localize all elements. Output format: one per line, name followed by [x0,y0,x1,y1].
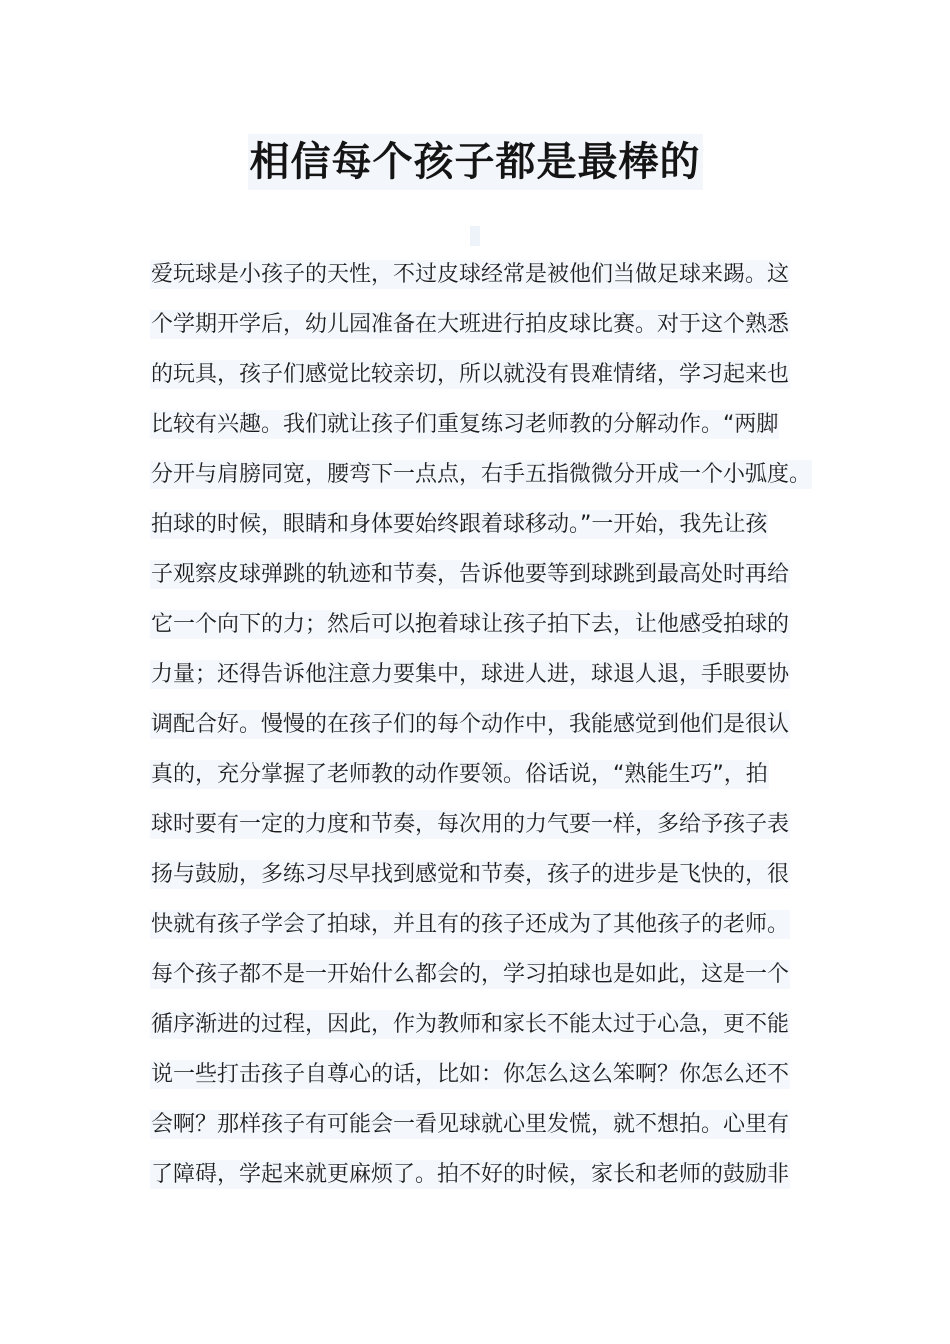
line-text: 拍球的时候，眼睛和身体要始终跟着球移动。”一开始，我先让孩 [151,512,768,537]
line-text: 会啊？那样孩子有可能会一看见球就心里发慌，就不想拍。心里有 [151,1112,790,1137]
paragraph-line [150,800,830,850]
line-text: 扬与鼓励，多练习尽早找到感觉和节奏，孩子的进步是飞快的，很 [151,862,790,887]
paragraph-line [150,950,830,1000]
paragraph-line [150,750,830,800]
paragraph-line [150,400,830,450]
paragraph-line [150,850,830,900]
paragraph-line [150,1100,830,1150]
document-title: 相信每个孩子都是最棒的 [248,134,703,190]
line-text: 循序渐进的过程，因此，作为教师和家长不能太过于心急，更不能 [151,1012,790,1037]
paragraph-line [150,300,830,350]
line-text: 分开与肩膀同宽，腰弯下一点点，右手五指微微分开成一个小弧度。 [151,462,812,487]
line-text: 球时要有一定的力度和节奏，每次用的力气要一样，多给予孩子表 [151,812,790,837]
paragraph-line [150,600,830,650]
line-text: 说一些打击孩子自尊心的话，比如：你怎么这么笨啊？你怎么还不 [151,1062,790,1087]
paragraph-line [150,650,830,700]
line-text: 子观察皮球弹跳的轨迹和节奏，告诉他要等到球跳到最高处时再给 [151,562,790,587]
line-text: 的玩具，孩子们感觉比较亲切，所以就没有畏难情绪，学习起来也 [151,362,790,387]
line-text: 个学期开学后，幼儿园准备在大班进行拍皮球比赛。对于这个熟悉 [151,312,790,337]
paragraph-line [150,900,830,950]
line-text: 每个孩子都不是一开始什么都会的，学习拍球也是如此，这是一个 [151,962,790,987]
line-text: 真的，充分掌握了老师教的动作要领。俗话说，“熟能生巧”，拍 [151,762,768,787]
line-text: 爱玩球是小孩子的天性，不过皮球经常是被他们当做足球来踢。这 [151,262,790,287]
paragraph-line [150,1000,830,1050]
line-text: 它一个向下的力；然后可以抱着球让孩子拍下去，让他感受拍球的 [151,612,790,637]
paragraph-line [150,1050,830,1100]
line-text: 力量；还得告诉他注意力要集中，球进人进，球退人退，手眼要协 [151,662,790,687]
line-text: 比较有兴趣。我们就让孩子们重复练习老师教的分解动作。“两脚 [151,412,779,437]
paragraph-line [150,500,830,550]
title-container [0,134,950,190]
paragraph-line [150,350,830,400]
line-text: 快就有孩子学会了拍球，并且有的孩子还成为了其他孩子的老师。 [151,912,790,937]
text-cursor-mark [470,226,480,246]
paragraph-line [150,550,830,600]
line-text: 了障碍，学起来就更麻烦了。拍不好的时候，家长和老师的鼓励非 [151,1162,790,1187]
paragraph-line [150,1150,830,1200]
paragraph-line [150,250,830,300]
document-body [150,250,830,1200]
paragraph-line [150,450,830,500]
paragraph-line [150,700,830,750]
line-text: 调配合好。慢慢的在孩子们的每个动作中，我能感觉到他们是很认 [151,712,790,737]
